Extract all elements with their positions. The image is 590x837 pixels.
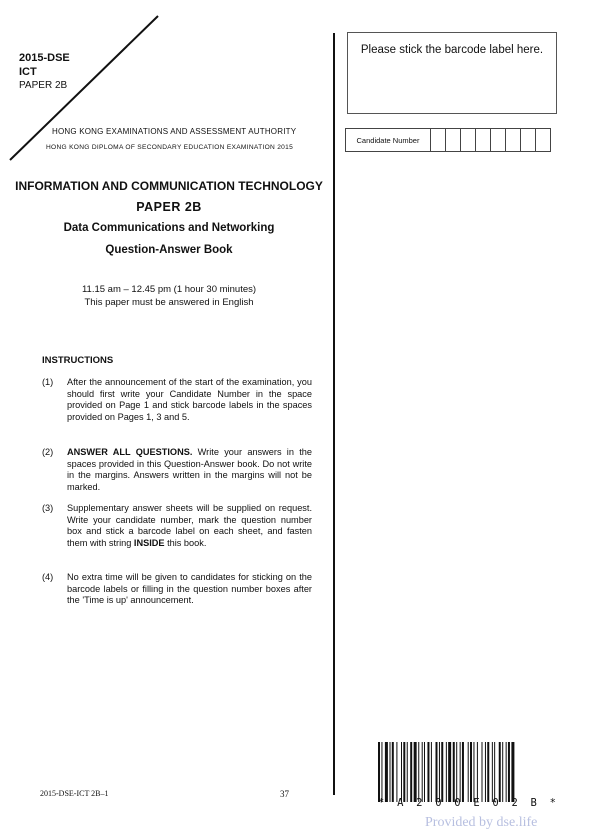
barcode-char: 2 — [511, 797, 518, 809]
barcode-bar — [396, 742, 397, 802]
instruction-text-end: this book. — [164, 537, 207, 548]
candidate-number-cell[interactable] — [476, 129, 491, 151]
barcode-bar — [401, 742, 402, 802]
instruction-item — [42, 447, 312, 493]
exam-time: 11.15 am – 12.45 pm (1 hour 30 minutes) — [81, 284, 257, 295]
barcode-bar — [506, 742, 507, 802]
barcode-bar — [482, 742, 483, 802]
barcode-bar — [403, 742, 405, 802]
diagonal-divider-line — [8, 14, 163, 164]
barcode-char: A — [397, 797, 404, 809]
candidate-number-cell[interactable] — [491, 129, 506, 151]
barcode-bar — [511, 742, 514, 802]
barcode-bar — [381, 742, 382, 802]
barcode-bar — [468, 742, 469, 802]
candidate-number-cell[interactable] — [536, 129, 550, 151]
barcode-text — [378, 797, 556, 809]
candidate-number-cell[interactable] — [461, 129, 476, 151]
provided-by-watermark[interactable]: Provided by dse.life — [425, 815, 538, 830]
barcode-bar — [439, 742, 440, 802]
barcode-bar — [410, 742, 412, 802]
subject-title: INFORMATION AND COMMUNICATION TECHNOLOGY — [15, 179, 323, 193]
page-number: 37 — [280, 789, 289, 799]
barcode-bar — [407, 742, 408, 802]
barcode-bar — [508, 742, 510, 802]
barcode-label-instruction: Please stick the barcode label here. — [360, 44, 544, 56]
instruction-number: (3) — [42, 503, 54, 513]
barcode-bar — [494, 742, 495, 802]
barcode-char: B — [530, 797, 537, 809]
barcode-label-box[interactable] — [347, 32, 557, 114]
barcode-bar — [456, 742, 457, 802]
barcode-bar — [448, 742, 451, 802]
exam-code-year: 2015-DSE — [19, 52, 70, 64]
barcode-bar — [487, 742, 489, 802]
exam-paper-label: PAPER 2B — [19, 80, 68, 91]
barcode-bar — [485, 742, 486, 802]
exam-code-subject: ICT — [19, 66, 37, 78]
vertical-divider — [333, 33, 335, 795]
barcode-bar — [392, 742, 394, 802]
instruction-number: (2) — [42, 447, 54, 457]
barcode-bar — [418, 742, 419, 802]
barcode-bar — [470, 742, 472, 802]
barcode-bar — [502, 742, 503, 802]
language-note: This paper must be answered in English — [84, 297, 254, 308]
module-title: Data Communications and Networking — [63, 222, 275, 234]
instruction-item — [42, 377, 312, 423]
barcode-bar — [431, 742, 432, 802]
barcode-char: 2 — [416, 797, 423, 809]
barcode-bar — [390, 742, 391, 802]
barcode-bar — [462, 742, 464, 802]
barcode-bar — [378, 742, 380, 802]
candidate-number-label: Candidate Number — [346, 129, 431, 151]
paper-title: PAPER 2B — [136, 200, 202, 214]
instruction-number: (1) — [42, 377, 54, 387]
barcode-bar — [424, 742, 425, 802]
instructions-heading: INSTRUCTIONS — [42, 355, 114, 366]
barcode-image — [378, 742, 556, 802]
candidate-number-cell[interactable] — [446, 129, 461, 151]
barcode-bar — [441, 742, 443, 802]
diploma-name: HONG KONG DIPLOMA OF SECONDARY EDUCATION EXAMINATION 2015 — [46, 144, 294, 151]
barcode-char: 0 — [492, 797, 499, 809]
barcode-bar — [414, 742, 417, 802]
barcode-char: 0 — [435, 797, 442, 809]
barcode-bar — [385, 742, 388, 802]
page-footer-code: 2015-DSE-ICT 2B–1 — [40, 789, 109, 798]
instruction-bold: ANSWER ALL QUESTIONS. — [67, 447, 193, 457]
instruction-text: No extra time will be given to candidates for sticking on the barcode labels or filling in the question number boxes after the 'Time is up' announcement. — [67, 572, 312, 606]
instruction-item — [42, 572, 312, 607]
instruction-text: After the announcement of the start of the examination, you should first write your Candidate Number in the space provided on Page 1 and stick barcode labels in the spaces provided on Pages 1, 3 and 5. — [67, 377, 312, 422]
instruction-item — [42, 503, 312, 549]
barcode-char: 0 — [454, 797, 461, 809]
barcode-bar — [436, 742, 438, 802]
barcode-char: * — [549, 797, 556, 809]
barcode-bar — [473, 742, 474, 802]
barcode-bar — [460, 742, 461, 802]
candidate-number-cell[interactable] — [506, 129, 521, 151]
candidate-number-field[interactable] — [345, 128, 551, 152]
barcode-bar — [499, 742, 501, 802]
instruction-bold: INSIDE — [133, 537, 165, 548]
barcode-bar — [427, 742, 429, 802]
barcode-bar — [477, 742, 478, 802]
candidate-number-cell[interactable] — [431, 129, 446, 151]
instruction-text: Supplementary answer sheets will be supplied on request. Write your candidate number, mark the question number box and stick a barcode label on each sheet, and fasten them with string — [67, 503, 312, 548]
instruction-text: Write your answers in the spaces provided in this Question-Answer book. Do not write in the margins. Answers written in the margins will not be marked. — [67, 447, 312, 492]
barcode-char: * — [378, 797, 385, 809]
barcode-bar — [492, 742, 493, 802]
barcode-char: E — [473, 797, 480, 809]
barcode-bar — [453, 742, 455, 802]
candidate-number-cell[interactable] — [521, 129, 536, 151]
barcode-bar — [422, 742, 423, 802]
book-title: Question-Answer Book — [105, 244, 233, 256]
barcode-bar — [446, 742, 447, 802]
instruction-number: (4) — [42, 572, 54, 582]
authority-name: HONG KONG EXAMINATIONS AND ASSESSMENT AUTHORITY — [52, 127, 297, 136]
